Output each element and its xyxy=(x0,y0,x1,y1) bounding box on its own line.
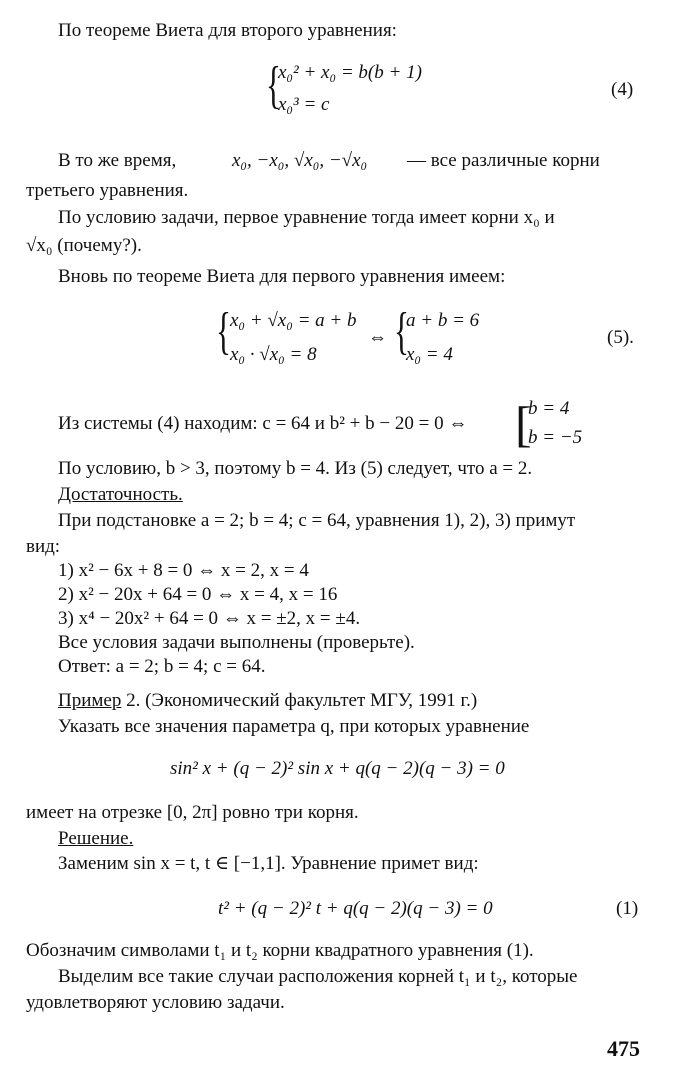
equation-label: (4) xyxy=(611,79,634,100)
text-line: По условию, b > 3, поэтому b = 4. Из (5) следует, что a = 2. xyxy=(58,458,533,479)
text-line: Ответ: a = 2; b = 4; c = 64. xyxy=(58,656,266,677)
equation: x₀³ = c xyxy=(278,94,330,115)
equivalence-icon: ⇔ xyxy=(368,327,387,348)
equation: a + b = 6 xyxy=(406,310,480,331)
text-line: При подстановке a = 2; b = 4; c = 64, уравнения 1), 2), 3) примут xyxy=(58,510,576,531)
text-line: вид: xyxy=(26,536,61,557)
text-line xyxy=(58,690,477,712)
text-line: 1) x² − 6x + 8 = 0 ⇔ x = 2, x = 4 xyxy=(58,560,309,581)
text-line: Вновь по теореме Виета для первого уравнения имеем: xyxy=(58,266,506,287)
text-line: Обозначим символами t₁ и t₂ корни квадратного уравнения (1). xyxy=(26,940,534,961)
equation: t² + (q − 2)² t + q(q − 2)(q − 3) = 0 xyxy=(218,898,493,919)
text-line: удовлетворяют условию задачи. xyxy=(26,992,285,1013)
text-line: Выделим все такие случаи расположения корней t₁ и t₂, которые xyxy=(58,966,578,987)
text-line: Из системы (4) находим: c = 64 и b² + b − 20 = 0 ⇔ xyxy=(58,413,468,434)
equation: sin² x + (q − 2)² sin x + q(q − 2)(q − 3) = 0 xyxy=(170,758,505,779)
equation-label: (1) xyxy=(616,898,639,919)
text-line: Указать все значения параметра q, при которых уравнение xyxy=(58,716,530,737)
page-number: 475 xyxy=(607,1036,640,1061)
text-line: В то же время, xyxy=(58,150,177,171)
equation: b = −5 xyxy=(528,427,583,448)
equation-label: (5). xyxy=(607,327,634,348)
text-line: имеет на отрезке [0, 2π] ровно три корня. xyxy=(26,802,359,823)
text-line: По теореме Виета для второго уравнения: xyxy=(58,20,397,41)
bracket-icon: [ xyxy=(515,396,532,452)
section-heading: Достаточность. xyxy=(58,484,183,505)
math-inline: x₀, −x₀, √x₀, −√x₀ xyxy=(232,150,368,171)
text-line: Все условия задачи выполнены (проверьте). xyxy=(58,632,415,653)
example-label: Пример xyxy=(58,690,122,711)
equation: x₀² + x₀ = b(b + 1) xyxy=(278,62,422,83)
text-line: Заменим sin x = t, t ∈ [−1,1]. Уравнение примет вид: xyxy=(58,853,479,874)
text-line: третьего уравнения. xyxy=(26,180,189,201)
brace-icon: { xyxy=(394,303,409,360)
text-line: По условию задачи, первое уравнение тогда имеет корни x₀ и xyxy=(58,207,555,228)
text-line: 3) x⁴ − 20x² + 64 = 0 ⇔ x = ±2, x = ±4. xyxy=(58,608,361,629)
example-source: 2. (Экономический факультет МГУ, 1991 г.) xyxy=(121,690,478,711)
brace-icon: { xyxy=(266,57,281,114)
text-line: — все различные корни xyxy=(407,150,600,171)
equation: b = 4 xyxy=(528,398,570,419)
equation: x₀ = 4 xyxy=(406,344,453,365)
section-heading: Решение. xyxy=(58,828,134,849)
equation: x₀ + √x₀ = a + b xyxy=(230,310,357,331)
equation: x₀ · √x₀ = 8 xyxy=(230,344,317,365)
text-line: √x₀ (почему?). xyxy=(26,235,142,256)
brace-icon: { xyxy=(216,303,231,360)
text-line: 2) x² − 20x + 64 = 0 ⇔ x = 4, x = 16 xyxy=(58,584,338,605)
